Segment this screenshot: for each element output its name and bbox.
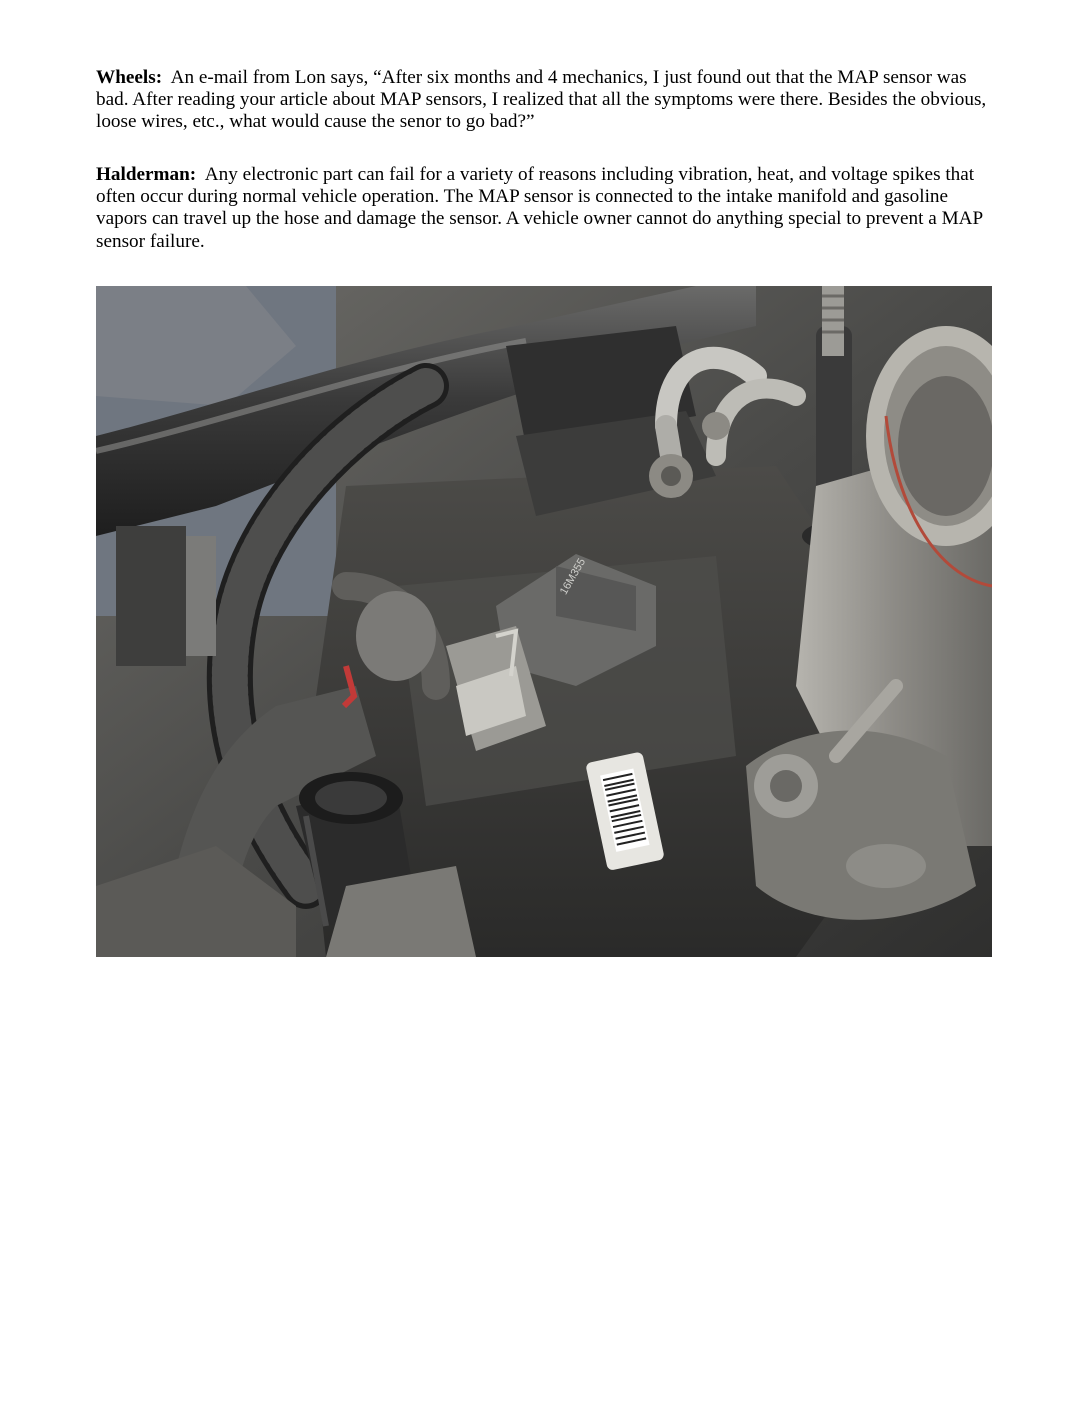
speaker-halderman: Halderman: [96, 164, 197, 185]
engine-photo [96, 286, 992, 957]
paragraph-halderman-text: Any electronic part can fail for a variety of reasons including vibration, heat, and voltage spikes that often occur during normal vehicle operation. The MAP sensor is connected to the intake manifold and gasoline vapors can travel up the hose and damage the sensor. A vehicle owner cannot do anything special to prevent a MAP sensor failure. [96, 164, 983, 252]
paragraph-wheels-text: An e-mail from Lon says, “After six months and 4 mechanics, I just found out that the MAP sensor was bad. After reading your article about MAP sensors, I realized that all the symptoms were there. Besides the obvious, loose wires, etc., what would cause the senor to go bad?” [96, 67, 987, 133]
paragraph-halderman [96, 164, 996, 253]
paragraph-wheels [96, 67, 996, 134]
map-sensor-label: 16M355 [557, 556, 589, 597]
engine-photo-illustration [96, 286, 992, 957]
speaker-wheels: Wheels: [96, 67, 163, 88]
